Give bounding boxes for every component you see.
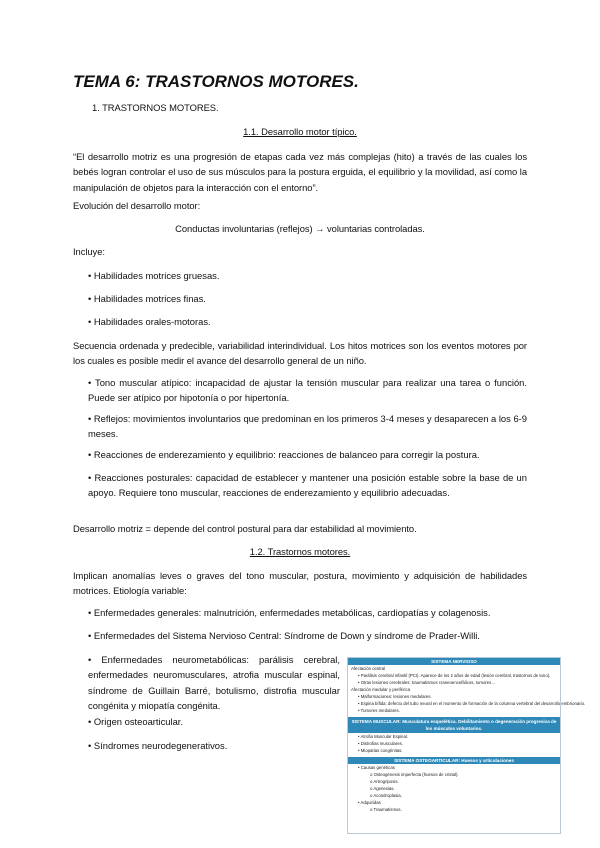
- page-title: TEMA 6: TRASTORNOS MOTORES.: [73, 72, 359, 91]
- sequence-paragraph: Secuencia ordenada y predecible, variabilidad interindividual. Los hitos motrices son los eventos motores por los cuales es posible medir el avance del desarrollo general de un niño.: [73, 340, 527, 367]
- section-heading: 1. TRASTORNOS MOTORES.: [92, 102, 219, 113]
- implications-paragraph: Implican anomalías leves o graves del tono muscular, postura, movimiento y adquisición de habilidades motrices. Etiología variable:: [73, 570, 527, 597]
- list-item: • Habilidades orales-motoras.: [88, 316, 211, 327]
- quote-paragraph: “El desarrollo motriz es una progresión de etapas cada vez más complejas (hito) a través de las cuales los bebés logran controlar el uso de sus músculos para la postura erguida, el equilibrio y la movilidad, así como la manipulación de objetos para la interacción con el entorno”.: [73, 151, 527, 193]
- includes-label: Incluye:: [73, 246, 105, 257]
- figure-line: Afectación central: [351, 666, 386, 671]
- list-item: • Enfermedades generales: malnutrición, enfermedades metabólicas, cardiopatías y colagenosis.: [88, 607, 491, 618]
- motor-development-note: Desarrollo motriz = depende del control postural para dar estabilidad al movimiento.: [73, 523, 417, 534]
- figure-line: o Traumatismos.: [370, 807, 402, 812]
- subsection-heading: 1.2. Trastornos motores.: [249, 546, 351, 557]
- figure-line: • Adquiridas: [358, 800, 381, 805]
- list-item: • Habilidades motrices finas.: [88, 293, 206, 304]
- figure-line: • Tumores medulares.: [358, 708, 400, 713]
- figure-line: • Malformaciones: lesiones medulares.: [358, 694, 432, 699]
- nervous-system-figure: [347, 657, 586, 834]
- figure-header: SISTEMA OSTEOARTICULAR: Huesos y articulaciones: [348, 757, 560, 764]
- figure-line: o Acondroplasia.: [370, 793, 402, 798]
- figure-line: o Artrogriposis.: [370, 779, 399, 784]
- subsection-heading: 1.1. Desarrollo motor típico.: [243, 126, 357, 137]
- figure-line: • Miopatías congénitas.: [358, 748, 403, 753]
- evolution-label: Evolución del desarrollo motor:: [73, 200, 201, 211]
- figure-line: o Osteogénesis imperfecta (huesos de cristal).: [370, 772, 459, 777]
- evolution-statement: Conductas involuntarias (reflejos) → voluntarias controladas.: [175, 223, 425, 234]
- figure-line: • Causas genéticas: [358, 765, 395, 770]
- list-item: • Origen osteoarticular.: [88, 716, 183, 727]
- figure-header: SISTEMA MUSCULAR: Musculatura esquelética. Debilitamiento o degeneración progresiva de los músculos voluntarios.: [348, 717, 560, 733]
- list-item: • Reacciones de enderezamiento y equilibrio: reacciones de balanceo para corregir la postura.: [88, 449, 480, 460]
- figure-line: Afectación medular y periférica: [351, 687, 410, 692]
- list-item: • Enfermedades del Sistema Nervioso Central: Síndrome de Down y síndrome de Prader-Willi.: [88, 630, 480, 641]
- list-item: • Habilidades motrices gruesas.: [88, 270, 220, 281]
- figure-line: o Agenesias.: [370, 786, 395, 791]
- figure-line: • Distrofias musculares.: [358, 741, 403, 746]
- figure-line: • Otras lesiones cerebrales: traumatismos craneoencefálicos, tumores...: [358, 680, 495, 685]
- figure-line: • Atrofia Muscular Espinal.: [358, 734, 408, 739]
- figure-line: • Espina bífida: defecto del tubo neural en el momento de formación de la columna vertebral del desarrollo embrionario.: [358, 701, 586, 706]
- list-item: • Síndromes neurodegenerativos.: [88, 740, 228, 751]
- figure-header: SISTEMA NERVIOSO: [348, 658, 560, 665]
- list-item: • Enfermedades neurometabólicas: parálisis cerebral, enfermedades neuromusculares, atrofia muscular espinal, síndrome de Guillain Barré, botulismo, distrofia muscular congénita y miopatía congénita.: [88, 654, 340, 712]
- list-item: • Reacciones posturales: capacidad de establecer y mantener una posición estable sobre la base de un apoyo. Requiere tono muscular, reacciones de enderezamiento y equilibrio adecuadas.: [88, 472, 527, 499]
- list-item: • Tono muscular atípico: incapacidad de ajustar la tensión muscular para realizar una tarea o función. Puede ser atípico por hipotonía o por hipertonía.: [88, 377, 527, 404]
- list-item: • Reflejos: movimientos involuntarios que predominan en los primeros 3-4 meses y desaparecen a los 6-9 meses.: [88, 413, 527, 440]
- figure-line: • Parálisis cerebral infantil (PCI). Aparece de los 2 años de edad (lesión cerebral, trastornos de tono).: [358, 673, 551, 678]
